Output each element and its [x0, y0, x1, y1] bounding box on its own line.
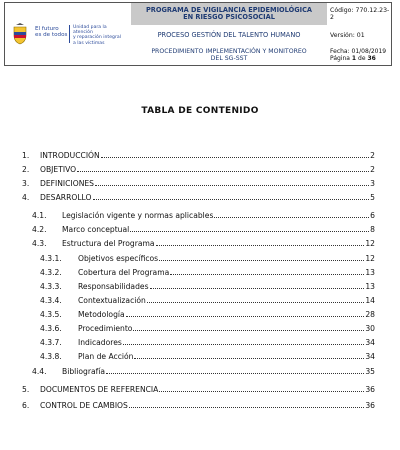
toc-entry-page: 34: [365, 352, 375, 361]
process-name: PROCESO GESTIÓN DEL TALENTO HUMANO: [157, 31, 301, 39]
toc-entry-number: 4.3.6.: [40, 324, 62, 333]
toc-entry[interactable]: [32, 364, 375, 376]
version-cell: [327, 25, 391, 45]
toc-leader-dots: [150, 287, 365, 289]
toc-entry[interactable]: [40, 307, 375, 319]
logo-tagline-1: Unidad para la atención: [73, 25, 107, 36]
toc-leader-dots: [159, 259, 364, 261]
toc-leader-dots: [77, 170, 369, 172]
toc-entry-label: CONTROL DE CAMBIOS: [40, 401, 128, 410]
toc-entry-label: Procedimiento: [78, 324, 133, 333]
toc-entry-label: Bibliografía: [62, 367, 106, 376]
toc-entry-number: 4.3.7.: [40, 338, 62, 347]
toc-entry-number: 4.3.1.: [40, 254, 62, 263]
toc-entry-page: 2: [370, 165, 375, 174]
toc-entry-label: OBJETIVO: [40, 165, 77, 174]
toc-entry-page: 8: [370, 225, 375, 234]
page-of: de: [358, 55, 366, 62]
toc-entry-label: Estructura del Programa: [62, 239, 155, 248]
logo-divider: [69, 25, 70, 43]
toc-entry-number: 2.: [22, 165, 30, 174]
page-total: 36: [367, 55, 376, 62]
toc-entry-label: DOCUMENTOS DE REFERENCIA: [40, 385, 159, 394]
toc-entry-label: Contextualización: [78, 296, 146, 305]
toc-entry[interactable]: [40, 335, 375, 347]
document-header: [4, 2, 392, 66]
date-page-cell: [327, 45, 391, 65]
procedure-line-1: PROCEDIMIENTO IMPLEMENTACIÓN Y MONITOREO: [151, 48, 307, 55]
code-cell: [327, 3, 391, 25]
toc-leader-dots: [134, 357, 364, 359]
process-cell: [131, 25, 327, 45]
toc-leader-dots: [95, 184, 369, 186]
toc-entry-number: 1.: [22, 151, 30, 160]
toc-entry-label: DESARROLLO: [40, 193, 92, 202]
toc-entry[interactable]: [22, 382, 375, 394]
toc-leader-dots: [123, 343, 364, 345]
toc-entry-number: 3.: [22, 179, 30, 188]
page-current: 1: [351, 55, 357, 62]
toc-entry-number: 4.3.4.: [40, 296, 62, 305]
toc-entry-page: 14: [365, 296, 375, 305]
toc-entry-label: Indicadores: [78, 338, 122, 347]
toc-entry-page: 6: [370, 211, 375, 220]
logo-cell: [5, 3, 131, 65]
logo-tagline: [73, 25, 127, 46]
toc-entry-page: 5: [370, 193, 375, 202]
procedure-cell: [131, 45, 327, 65]
toc-entry[interactable]: [22, 398, 375, 410]
toc-leader-dots: [93, 198, 370, 200]
toc-entry-number: 4.2.: [32, 225, 47, 234]
toc-entry-page: 30: [365, 324, 375, 333]
toc-entry[interactable]: [40, 349, 375, 361]
program-title: [146, 7, 312, 22]
toc-entry-label: Legislación vigente y normas aplicables: [62, 211, 214, 220]
toc-leader-dots: [106, 372, 364, 374]
toc-entry-page: 34: [365, 338, 375, 347]
toc-entry-page: 28: [365, 310, 375, 319]
toc-entry-number: 4.3.8.: [40, 352, 62, 361]
toc-entry-number: 4.3.2.: [40, 268, 62, 277]
toc-entry[interactable]: [40, 251, 375, 263]
page-prefix: Página: [330, 55, 350, 62]
toc-entry-label: Metodología: [78, 310, 125, 319]
toc-entry-label: DEFINICIONES: [40, 179, 94, 188]
institution-logo: [11, 21, 127, 47]
toc-leader-dots: [130, 230, 369, 232]
toc-entry[interactable]: [40, 265, 375, 277]
toc-entry-number: 4.3.: [32, 239, 47, 248]
toc-leader-dots: [170, 273, 364, 275]
coat-of-arms-icon: [11, 23, 29, 45]
toc-entry[interactable]: [22, 148, 375, 160]
toc-entry[interactable]: [32, 208, 375, 220]
document-code: Código: 770.12.23-2: [330, 7, 390, 21]
logo-tagline-2: y reparación integral: [73, 35, 121, 41]
toc-entry-label: Objetivos específicos: [78, 254, 159, 263]
document-version: Versión: 01: [330, 31, 365, 39]
toc-entry[interactable]: [40, 321, 375, 333]
toc-entry-number: 6.: [22, 401, 30, 410]
toc-entry-page: 13: [365, 268, 375, 277]
toc-entry-page: 3: [370, 179, 375, 188]
document-date: Fecha: 01/08/2019: [330, 48, 387, 55]
toc-entry[interactable]: [32, 236, 375, 248]
toc-entry-page: 12: [365, 239, 375, 248]
toc-entry[interactable]: [22, 162, 375, 174]
toc-leader-dots: [214, 216, 369, 218]
toc-leader-dots: [101, 156, 369, 158]
toc-leader-dots: [156, 244, 365, 246]
toc-entry-number: 4.3.3.: [40, 282, 62, 291]
toc-entry[interactable]: [22, 176, 375, 188]
procedure-name: [151, 48, 306, 62]
program-title-line-1: PROGRAMA DE VIGILANCIA EPIDEMIOLÓGICA: [145, 5, 313, 14]
toc-entry-label: Responsabilidades: [78, 282, 149, 291]
toc-entry-label: Plan de Acción: [78, 352, 134, 361]
toc-leader-dots: [147, 301, 365, 303]
toc-entry-label: Marco conceptual: [62, 225, 130, 234]
toc-entry-number: 5.: [22, 385, 30, 394]
program-title-cell: [131, 3, 327, 25]
toc-entry-label: Cobertura del Programa: [78, 268, 170, 277]
toc-entry-label: INTRODUCCIÓN: [40, 151, 100, 160]
page-indicator: [330, 55, 391, 62]
toc-entry-page: 35: [365, 367, 375, 376]
toc-leader-dots: [133, 329, 364, 331]
toc-title: TABLA DE CONTENIDO: [141, 106, 259, 116]
procedure-line-2: DEL SG-SST: [210, 55, 248, 62]
toc-entry[interactable]: [32, 222, 375, 234]
toc-entry-page: 36: [365, 401, 375, 410]
toc-leader-dots: [129, 406, 364, 408]
toc-entry-number: 4.: [22, 193, 30, 202]
program-title-line-2: EN RIESGO PSICOSOCIAL: [183, 13, 275, 21]
logo-line-1: El futuro: [35, 26, 59, 32]
toc-entry-number: 4.3.5.: [40, 310, 62, 319]
toc-entry-page: 36: [365, 385, 375, 394]
toc-entry-page: 12: [365, 254, 375, 263]
toc-leader-dots: [159, 390, 364, 392]
toc-entry-page: 13: [365, 282, 375, 291]
logo-wordmark: [35, 26, 67, 39]
toc-entry-number: 4.1.: [32, 211, 47, 220]
toc-leader-dots: [126, 315, 365, 317]
toc-entry[interactable]: [22, 190, 375, 202]
toc-entry[interactable]: [40, 293, 375, 305]
toc-entry-number: 4.4.: [32, 367, 47, 376]
logo-tagline-3: a las víctimas: [73, 40, 105, 46]
toc-entry-page: 2: [370, 151, 375, 160]
toc-entry[interactable]: [40, 279, 375, 291]
logo-line-2: es de todos: [35, 32, 68, 39]
